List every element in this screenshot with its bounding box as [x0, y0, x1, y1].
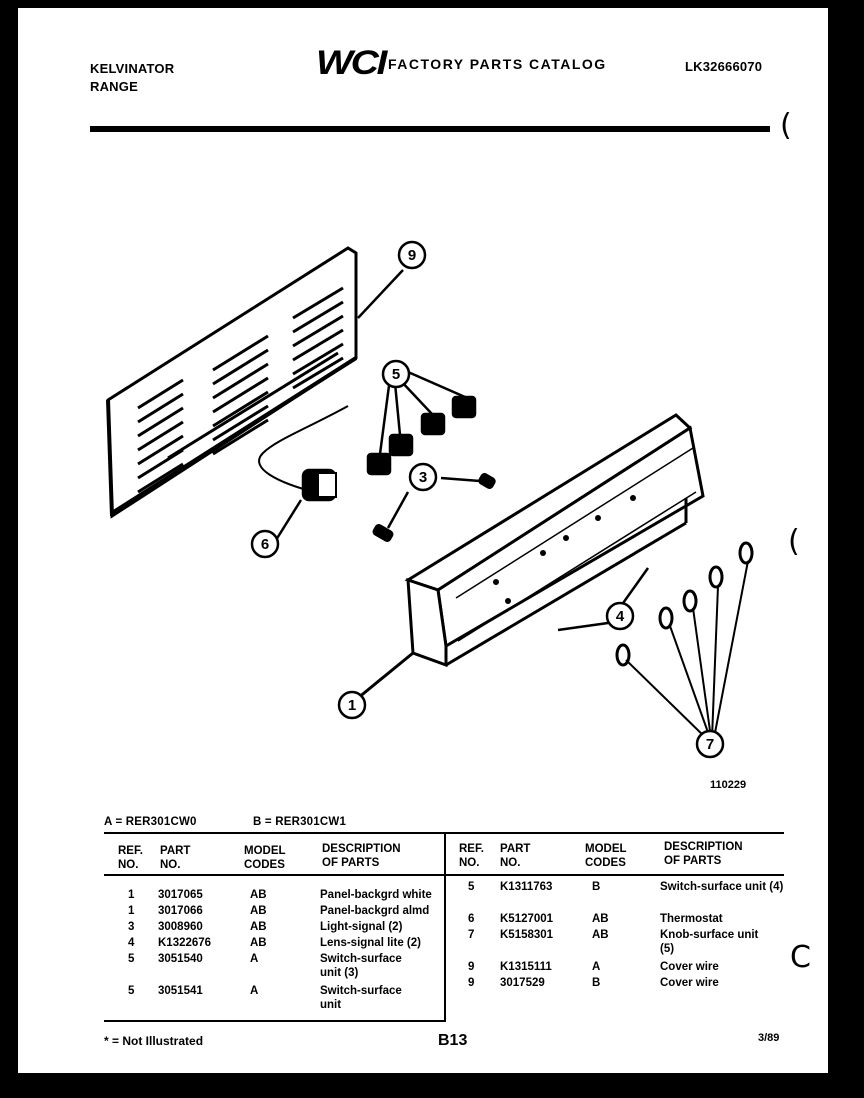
page-code: B13 — [438, 1032, 468, 1049]
callout-1: 1 — [347, 697, 357, 714]
callout-4: 4 — [615, 608, 625, 625]
header-ref-left: REF. NO. — [118, 845, 143, 871]
parts-catalog-page: KELVINATOR RANGE WCI FACTORY PARTS CATALOG LK32666070 ( ( C 9 5 3 6 4 1 7 110229 A = RER301CW0 B = RER301CW1 REF. NO. PART NO. MODEL CODES DESCRIPTION OF PARTS REF. NO. PART NO. MODEL CODES DESCRIPTION OF PARTS 1 3017065 AB Panel-backgrd white 1 3017066 AB Panel-backgrd almd 3 3008960 AB Light-signal (2) 4 K1322676 AB Lens-signal lite (2) 5 3051540 A Switch-surface unit (3) 5 3051541 A Switch-surface unit 5 K1311763 B Switch-surface unit (4) 6 K5127001 AB Thermostat 7 K5158301 AB Knob-surface unit (5) 9 K1315111 A Cover wire 9 3017529 B Cover wire * = Not Illustrated B13 3/89 — [18, 8, 828, 1073]
brand-logo: WCI — [316, 44, 386, 82]
switch-drawings — [368, 397, 475, 474]
header-part-left: PART NO. — [160, 845, 191, 871]
header-desc-left: DESCRIPTION OF PARTS — [322, 843, 401, 869]
punch-mark-top: ( — [780, 108, 792, 143]
product-label: RANGE — [90, 79, 138, 94]
header-model-right: MODEL CODES — [585, 843, 627, 869]
panel-backguard-drawing — [358, 415, 703, 698]
header-part-right: PART NO. — [500, 843, 531, 869]
table-bottom-rule — [104, 1020, 444, 1022]
catalog-title: FACTORY PARTS CATALOG — [388, 56, 607, 72]
header-model-left: MODEL CODES — [244, 845, 286, 871]
callout-6: 6 — [260, 536, 270, 553]
catalog-number: LK32666070 — [685, 59, 763, 74]
model-a-label: A = RER301CW0 — [104, 816, 197, 828]
callout-7: 7 — [705, 736, 715, 753]
callout-3: 3 — [418, 469, 428, 486]
manufacturer-label: KELVINATOR — [90, 61, 175, 76]
punch-mark-bottom: C — [790, 940, 811, 975]
revision-date: 3/89 — [758, 1032, 780, 1044]
cover-wire-drawing — [108, 248, 403, 516]
not-illustrated-legend: * = Not Illustrated — [104, 1034, 204, 1048]
callout-5: 5 — [391, 366, 401, 383]
callout-9: 9 — [407, 247, 417, 264]
header-ref-right: REF. NO. — [459, 843, 484, 869]
punch-mark-middle: ( — [788, 524, 800, 559]
header-desc-right: DESCRIPTION OF PARTS — [664, 841, 743, 867]
model-b-label: B = RER301CW1 — [253, 816, 347, 828]
figure-id: 110229 — [710, 779, 747, 791]
exploded-parts-diagram — [18, 8, 828, 808]
